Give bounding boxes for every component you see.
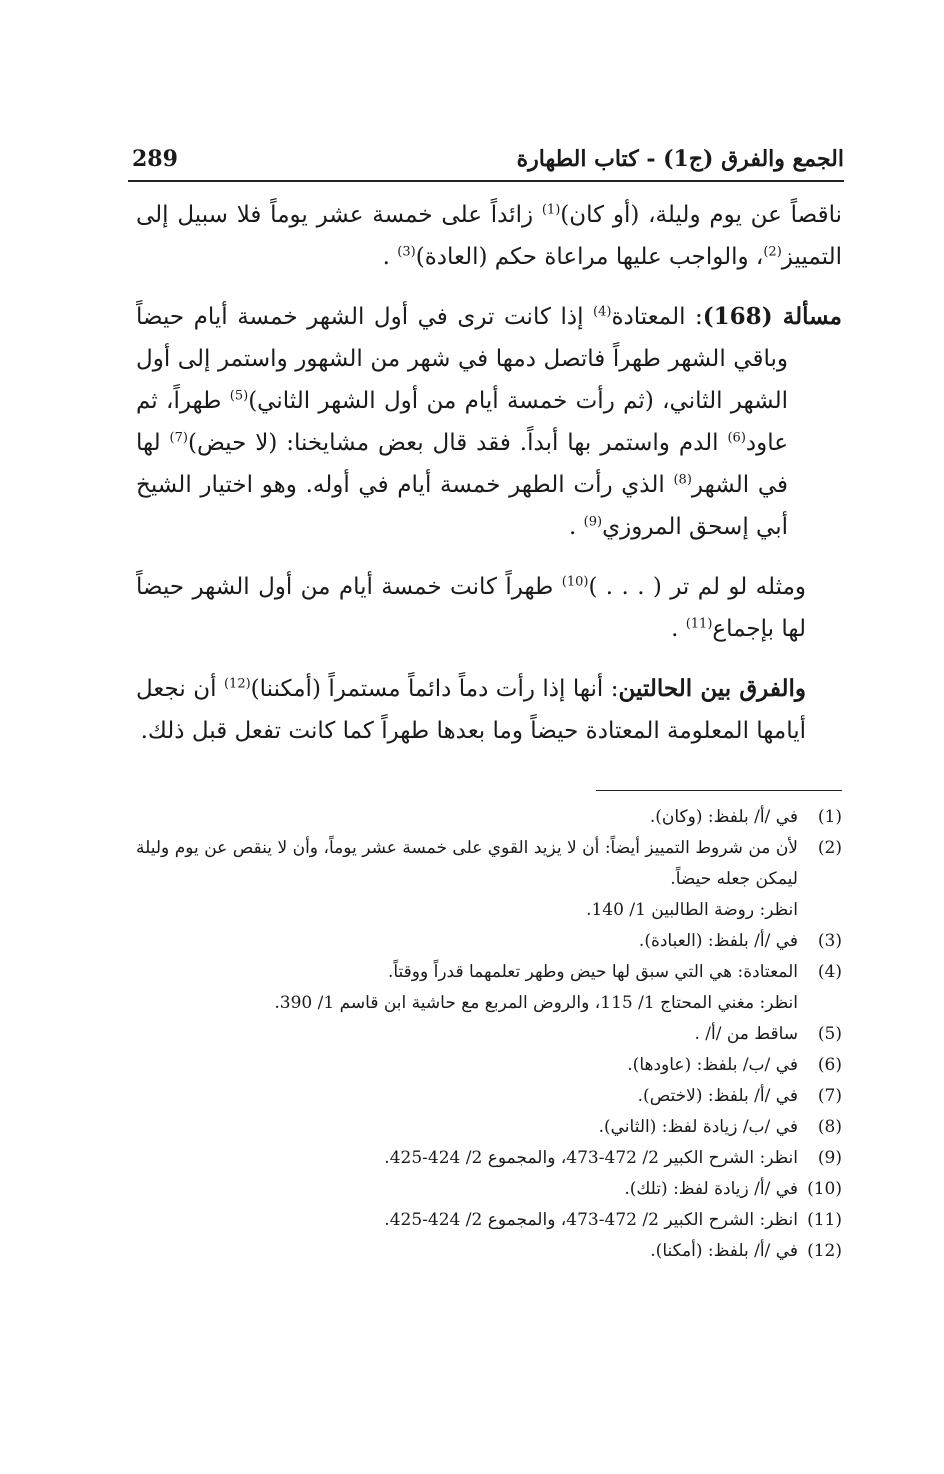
text-run: أن نجعل أيامها المعلومة المعتادة حيضاً وما بعدها طهراً كما كانت تفعل قبل ذلك.	[136, 676, 806, 744]
footnote-number: (4)	[817, 962, 842, 982]
page-number: 289	[132, 146, 178, 172]
footnote-text	[136, 1112, 798, 1143]
text-run: طهراً، ثم عاود	[136, 388, 788, 456]
text-run: .	[671, 616, 686, 642]
text-run: إذا كانت ترى في أول الشهر خمسة أيام حيضاً وباقي الشهر طهراً فاتصل دمها في شهر من الشهور واستمر إلى أول الشهر الثاني، (ثم رأت خمسة أيام من أول الشهر الثاني)	[136, 304, 788, 414]
footnote-number: (7)	[817, 1086, 842, 1106]
footnote-ref-10: (10)	[561, 574, 589, 590]
footnote-line: ساقط من /أ/ .	[694, 1024, 798, 1044]
footnote-ref-7: (7)	[169, 430, 188, 446]
footnote-item	[136, 957, 842, 1019]
footnote-ref-6: (6)	[727, 430, 746, 446]
header-rule	[128, 180, 844, 182]
footnote-item	[136, 1174, 842, 1205]
footnote-line: في /أ/ زيادة لفظ: (تلك).	[624, 1179, 798, 1199]
footnote-ref-3: (3)	[397, 244, 416, 260]
footnote-number: (10)	[807, 1179, 842, 1199]
footnote-line: في /ب/ بلفظ: (عاودها).	[627, 1055, 798, 1075]
footnote-line: انظر: الشرح الكبير 2/ 472-473، والمجموع 2/ 424-425.	[384, 1210, 798, 1230]
running-head: الجمع والفرق (ج1) - كتاب الطهارة	[516, 146, 844, 172]
footnote-text	[136, 1205, 798, 1236]
footnote-rule	[596, 790, 842, 791]
footnote-number: (11)	[807, 1210, 842, 1230]
footnote-item	[136, 1081, 842, 1112]
footnote-line: المعتادة: هي التي سبق لها حيض وطهر تعلمهما قدراً ووقتاً.	[387, 962, 798, 982]
footnote-number: (5)	[817, 1024, 842, 1044]
text-run: زائداً على خمسة عشر يوماً فلا سبيل إلى التمييز	[136, 202, 842, 270]
footnote-item	[136, 802, 842, 833]
text-run: .	[382, 244, 398, 270]
footnote-item	[136, 1205, 842, 1236]
footnote-text	[136, 926, 798, 957]
footnote-text	[136, 957, 798, 1019]
footnote-item	[136, 926, 842, 957]
text-run: لها في الشهر	[136, 430, 788, 498]
footnote-number: (9)	[817, 1148, 842, 1168]
text-run: ومثله لو لم تر ( . . . )	[588, 574, 806, 600]
footnote-number: (2)	[817, 838, 842, 858]
footnote-ref-9: (9)	[583, 514, 603, 530]
footnote-text	[136, 1081, 798, 1112]
paragraph-lead: والفرق بين الحالتين	[618, 675, 806, 702]
footnote-ref-12: (12)	[223, 676, 251, 692]
text-run: : أنها إذا رأت دماً دائماً مستمراً (أمكننا)	[250, 676, 619, 702]
text-run: ناقصاً عن يوم وليلة، (أو كان)	[560, 202, 842, 228]
paragraph-3	[136, 566, 842, 650]
footnote-ref-5: (5)	[229, 388, 249, 404]
paragraph-1	[136, 194, 842, 278]
footnote-ref-1: (1)	[541, 202, 561, 218]
footnote-item	[136, 1112, 842, 1143]
footnote-text	[136, 1174, 798, 1205]
paragraph-4	[136, 668, 842, 752]
page-header	[128, 140, 844, 180]
text-run: : المعتادة	[611, 304, 703, 330]
text-run: الذي رأت الطهر خمسة أيام في أوله. وهو اختيار الشيخ أبي إسحق المروزي	[136, 472, 788, 540]
footnote-item	[136, 1019, 842, 1050]
text-run: الدم واستمر بها أبداً. فقد قال بعض مشايخنا: (لا حيض)	[187, 430, 728, 456]
footnote-ref-11: (11)	[685, 616, 713, 632]
footnote-number: (3)	[817, 931, 842, 951]
footnote-text	[136, 833, 798, 926]
footnote-number: (6)	[817, 1055, 842, 1075]
footnote-number: (12)	[807, 1241, 842, 1261]
footnote-line: انظر: الشرح الكبير 2/ 472-473، والمجموع 2/ 424-425.	[384, 1148, 798, 1168]
footnote-line: في /ب/ زيادة لفظ: (الثاني).	[598, 1117, 798, 1137]
footnote-ref-4: (4)	[593, 304, 612, 320]
footnote-line: انظر: مغني المحتاج 1/ 115، والروض المربع مع حاشية ابن قاسم 1/ 390.	[274, 993, 798, 1013]
text-run: ، والواجب عليها مراعاة حكم (العادة)	[415, 244, 764, 270]
footnote-number: (1)	[817, 807, 842, 827]
footnote-ref-2: (2)	[763, 244, 782, 260]
footnote-text	[136, 1050, 798, 1081]
footnote-line: انظر: روضة الطالبين 1/ 140.	[586, 900, 798, 920]
footnote-line: في /أ/ بلفظ: (لاختص).	[637, 1086, 798, 1106]
footnote-ref-8: (8)	[673, 472, 692, 488]
footnote-line: لأن من شروط التمييز أيضاً: أن لا يزيد القوي على خمسة عشر يوماً، وأن لا ينقص عن يوم وليلة ليمكن جعله حيضاً.	[136, 838, 798, 889]
text-run: طهراً كانت خمسة أيام من أول الشهر حيضاً لها بإجماع	[136, 574, 806, 642]
text-run: .	[569, 514, 584, 540]
footnote-item	[136, 1236, 842, 1267]
footnote-text	[136, 1236, 798, 1267]
footnote-item	[136, 1143, 842, 1174]
footnote-text	[136, 1143, 798, 1174]
footnote-text	[136, 1019, 798, 1050]
footnote-line: في /أ/ بلفظ: (أمكنا).	[650, 1241, 798, 1261]
footnote-item	[136, 833, 842, 926]
paragraph-masala-168	[136, 296, 842, 548]
masala-label: مسألة (168)	[702, 303, 842, 330]
main-text	[136, 194, 842, 770]
footnote-line: في /أ/ بلفظ: (العبادة).	[638, 931, 798, 951]
footnotes-list	[136, 802, 842, 1267]
footnote-line: في /أ/ بلفظ: (وكان).	[649, 807, 798, 827]
footnote-text	[136, 802, 798, 833]
footnote-item	[136, 1050, 842, 1081]
footnote-number: (8)	[817, 1117, 842, 1137]
